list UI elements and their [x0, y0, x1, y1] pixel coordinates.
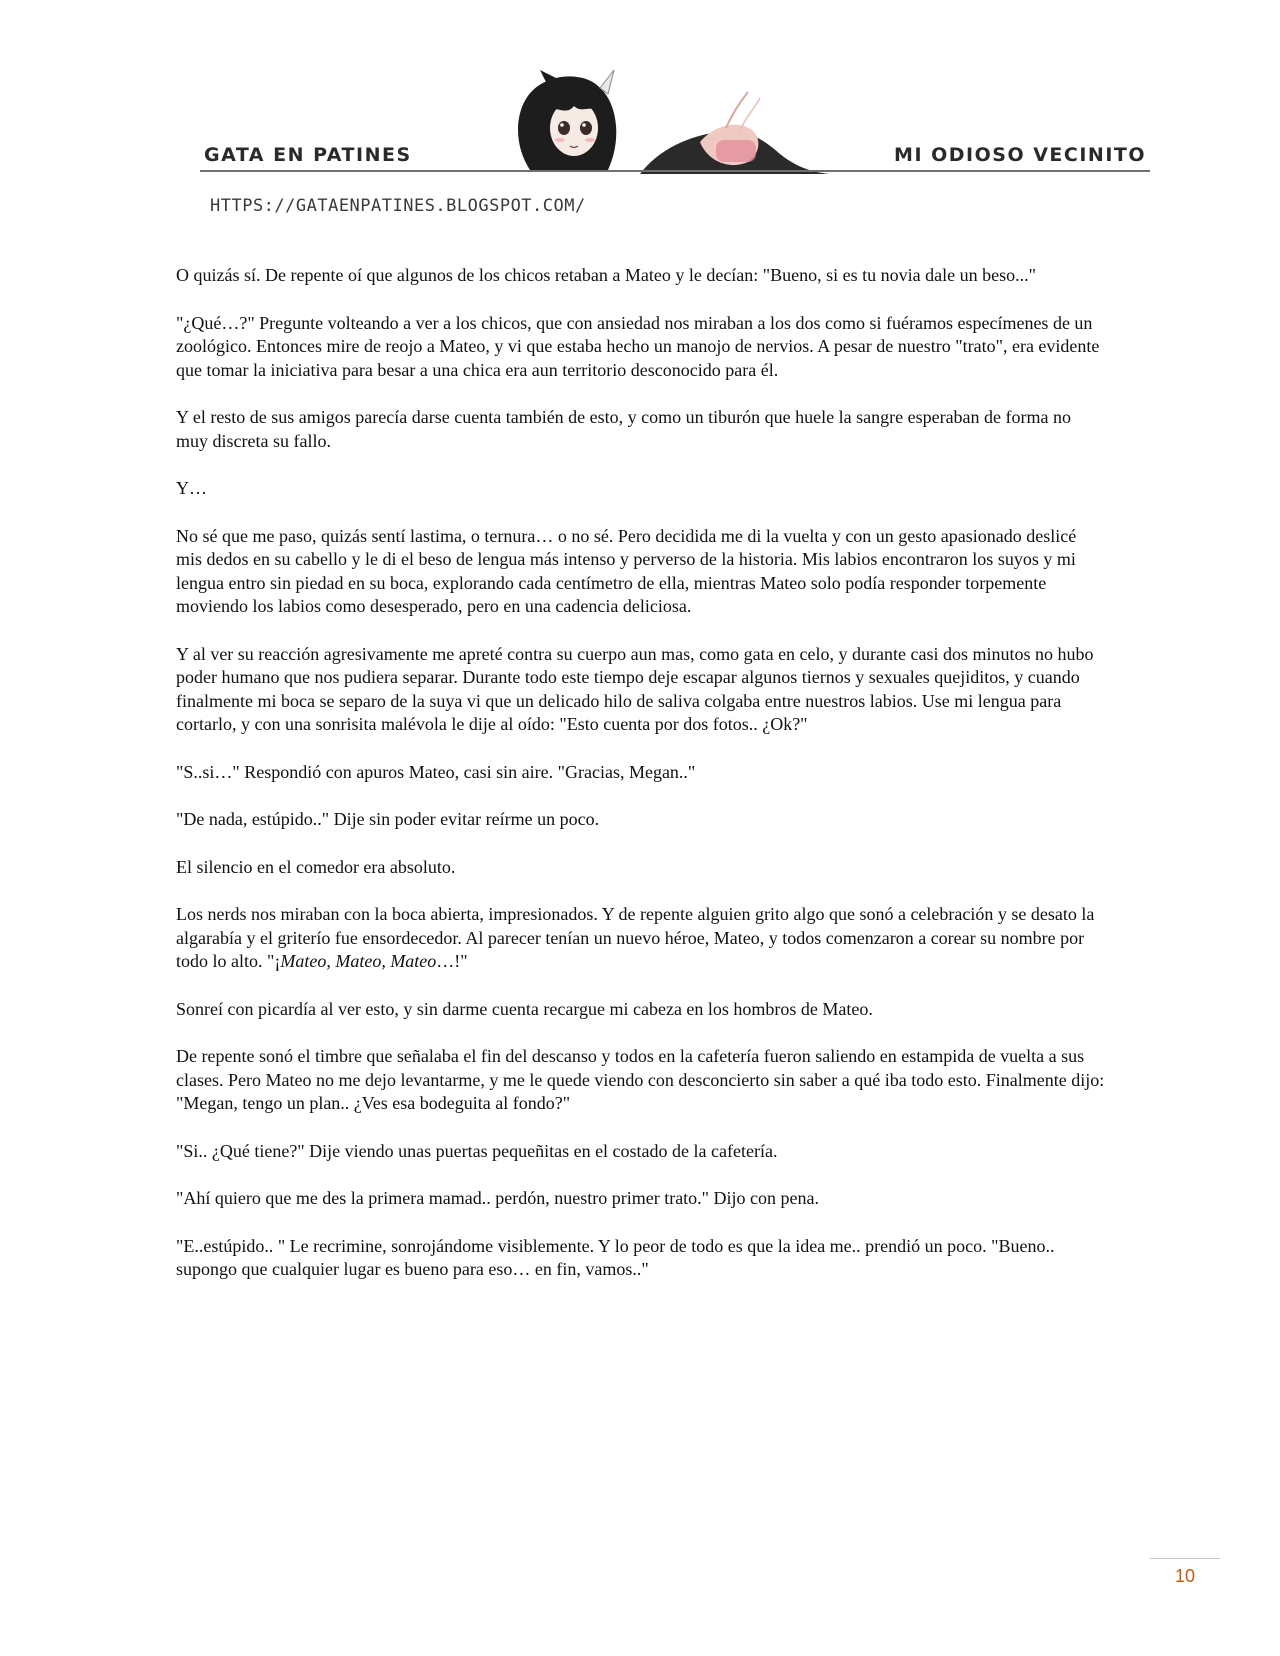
header-divider	[200, 170, 1150, 172]
paragraph: De repente sonó el timbre que señalaba el fin del descanso y todos en la cafetería fueron saliendo en estampida de vuelta a sus clases. Pero Mateo no me dejo levantarme, y me le quede viendo con desconcierto sin saber a qué iba todo esto. Finalmente dijo: "Megan, tengo un plan.. ¿Ves esa bodeguita al fondo?"	[176, 1046, 1105, 1113]
header-right-title: MI ODIOSO VECINITO	[894, 144, 1146, 166]
paragraph: No sé que me paso, quizás sentí lastima, o ternura… o no sé. Pero decidida me di la vuelta y con un gesto apasionado deslicé mis dedos en su cabello y le di el beso de lengua más intenso y perverso de la historia. Mis labios encontraron los suyos y mi lengua entro sin piedad en su boca, explorando cada centímetro de ella, mientras Mateo solo podía responder torpemente moviendo los labios como desesperado, pero en una cadencia deliciosa.	[176, 525, 1077, 616]
anime-girl-illustration-icon	[490, 70, 830, 174]
paragraph: Sonreí con picardía al ver esto, y sin darme cuenta recargue mi cabeza en los hombros de Mateo.	[176, 998, 873, 1019]
header-url: HTTPS://GATAENPATINES.BLOGSPOT.COM/	[210, 196, 586, 216]
paragraph-text: Los nerds nos miraban con la boca abierta, impresionados. Y de repente alguien grito algo que sonó a celebración y se desato la algarabía y el griterío fue ensordecedor. Al parecer tenían un nuevo héroe, Mateo, y todos comenzaron a corear su nombre por todo lo alto. "¡	[176, 904, 1095, 971]
paragraph: Y…	[176, 478, 207, 498]
paragraph: "E..estúpido.. " Le recrimine, sonrojándome visiblemente. Y lo peor de todo es que la idea me.. prendió un poco. "Bueno.. supongo que cualquier lugar es bueno para eso… en fin, vamos.."	[176, 1235, 1055, 1279]
paragraph	[176, 903, 1106, 974]
paragraph: El silencio en el comedor era absoluto.	[176, 856, 456, 877]
document-body	[176, 264, 1106, 1306]
paragraph: "Si.. ¿Qué tiene?" Dije viendo unas puertas pequeñitas en el costado de la cafetería.	[176, 1140, 778, 1161]
paragraph: Y al ver su reacción agresivamente me apreté contra su cuerpo aun mas, como gata en celo, y durante casi dos minutos no hubo poder humano que nos pudiera separar. Durante todo este tiempo deje escapar algunos tiernos y sexuales quejiditos, y cuando finalmente mi boca se separo de la suya vi que un delicado hilo de saliva colgaba entre nuestros labios. Use mi lengua para cortarlo, y con una sonrisita malévola le dije al oído: "Esto cuenta por dos fotos.. ¿Ok?"	[176, 643, 1094, 734]
page-number-divider	[1150, 1558, 1220, 1559]
paragraph: Y el resto de sus amigos parecía darse cuenta también de esto, y como un tiburón que huele la sangre esperaban de forma no muy discreta su fallo.	[176, 407, 1072, 451]
page-number: 10	[1174, 1566, 1196, 1586]
paragraph: "De nada, estúpido.." Dije sin poder evitar reírme un poco.	[176, 809, 600, 829]
chant-text: Mateo, Mateo, Mateo	[280, 951, 437, 971]
paragraph: "¿Qué…?" Pregunte volteando a ver a los chicos, que con ansiedad nos miraban a los dos como si fuéramos especímenes de un zoológico. Entonces mire de reojo a Mateo, y vi que estaba hecho un manojo de nervios. A pesar de nuestro "trato", era evidente que tomar la iniciativa para besar a una chica era aun territorio desconocido para él.	[176, 312, 1100, 380]
header-left-title: GATA EN PATINES	[204, 144, 412, 166]
paragraph: "S..si…" Respondió con apuros Mateo, casi sin aire. "Gracias, Megan.."	[176, 761, 696, 782]
paragraph: "Ahí quiero que me des la primera mamad.. perdón, nuestro primer trato." Dijo con pena.	[176, 1188, 819, 1208]
page-header	[200, 70, 1150, 230]
paragraph-text: …!"	[436, 951, 468, 971]
paragraph: O quizás sí. De repente oí que algunos de los chicos retaban a Mateo y le decían: "Bueno, si es tu novia dale un beso..."	[176, 265, 1036, 285]
